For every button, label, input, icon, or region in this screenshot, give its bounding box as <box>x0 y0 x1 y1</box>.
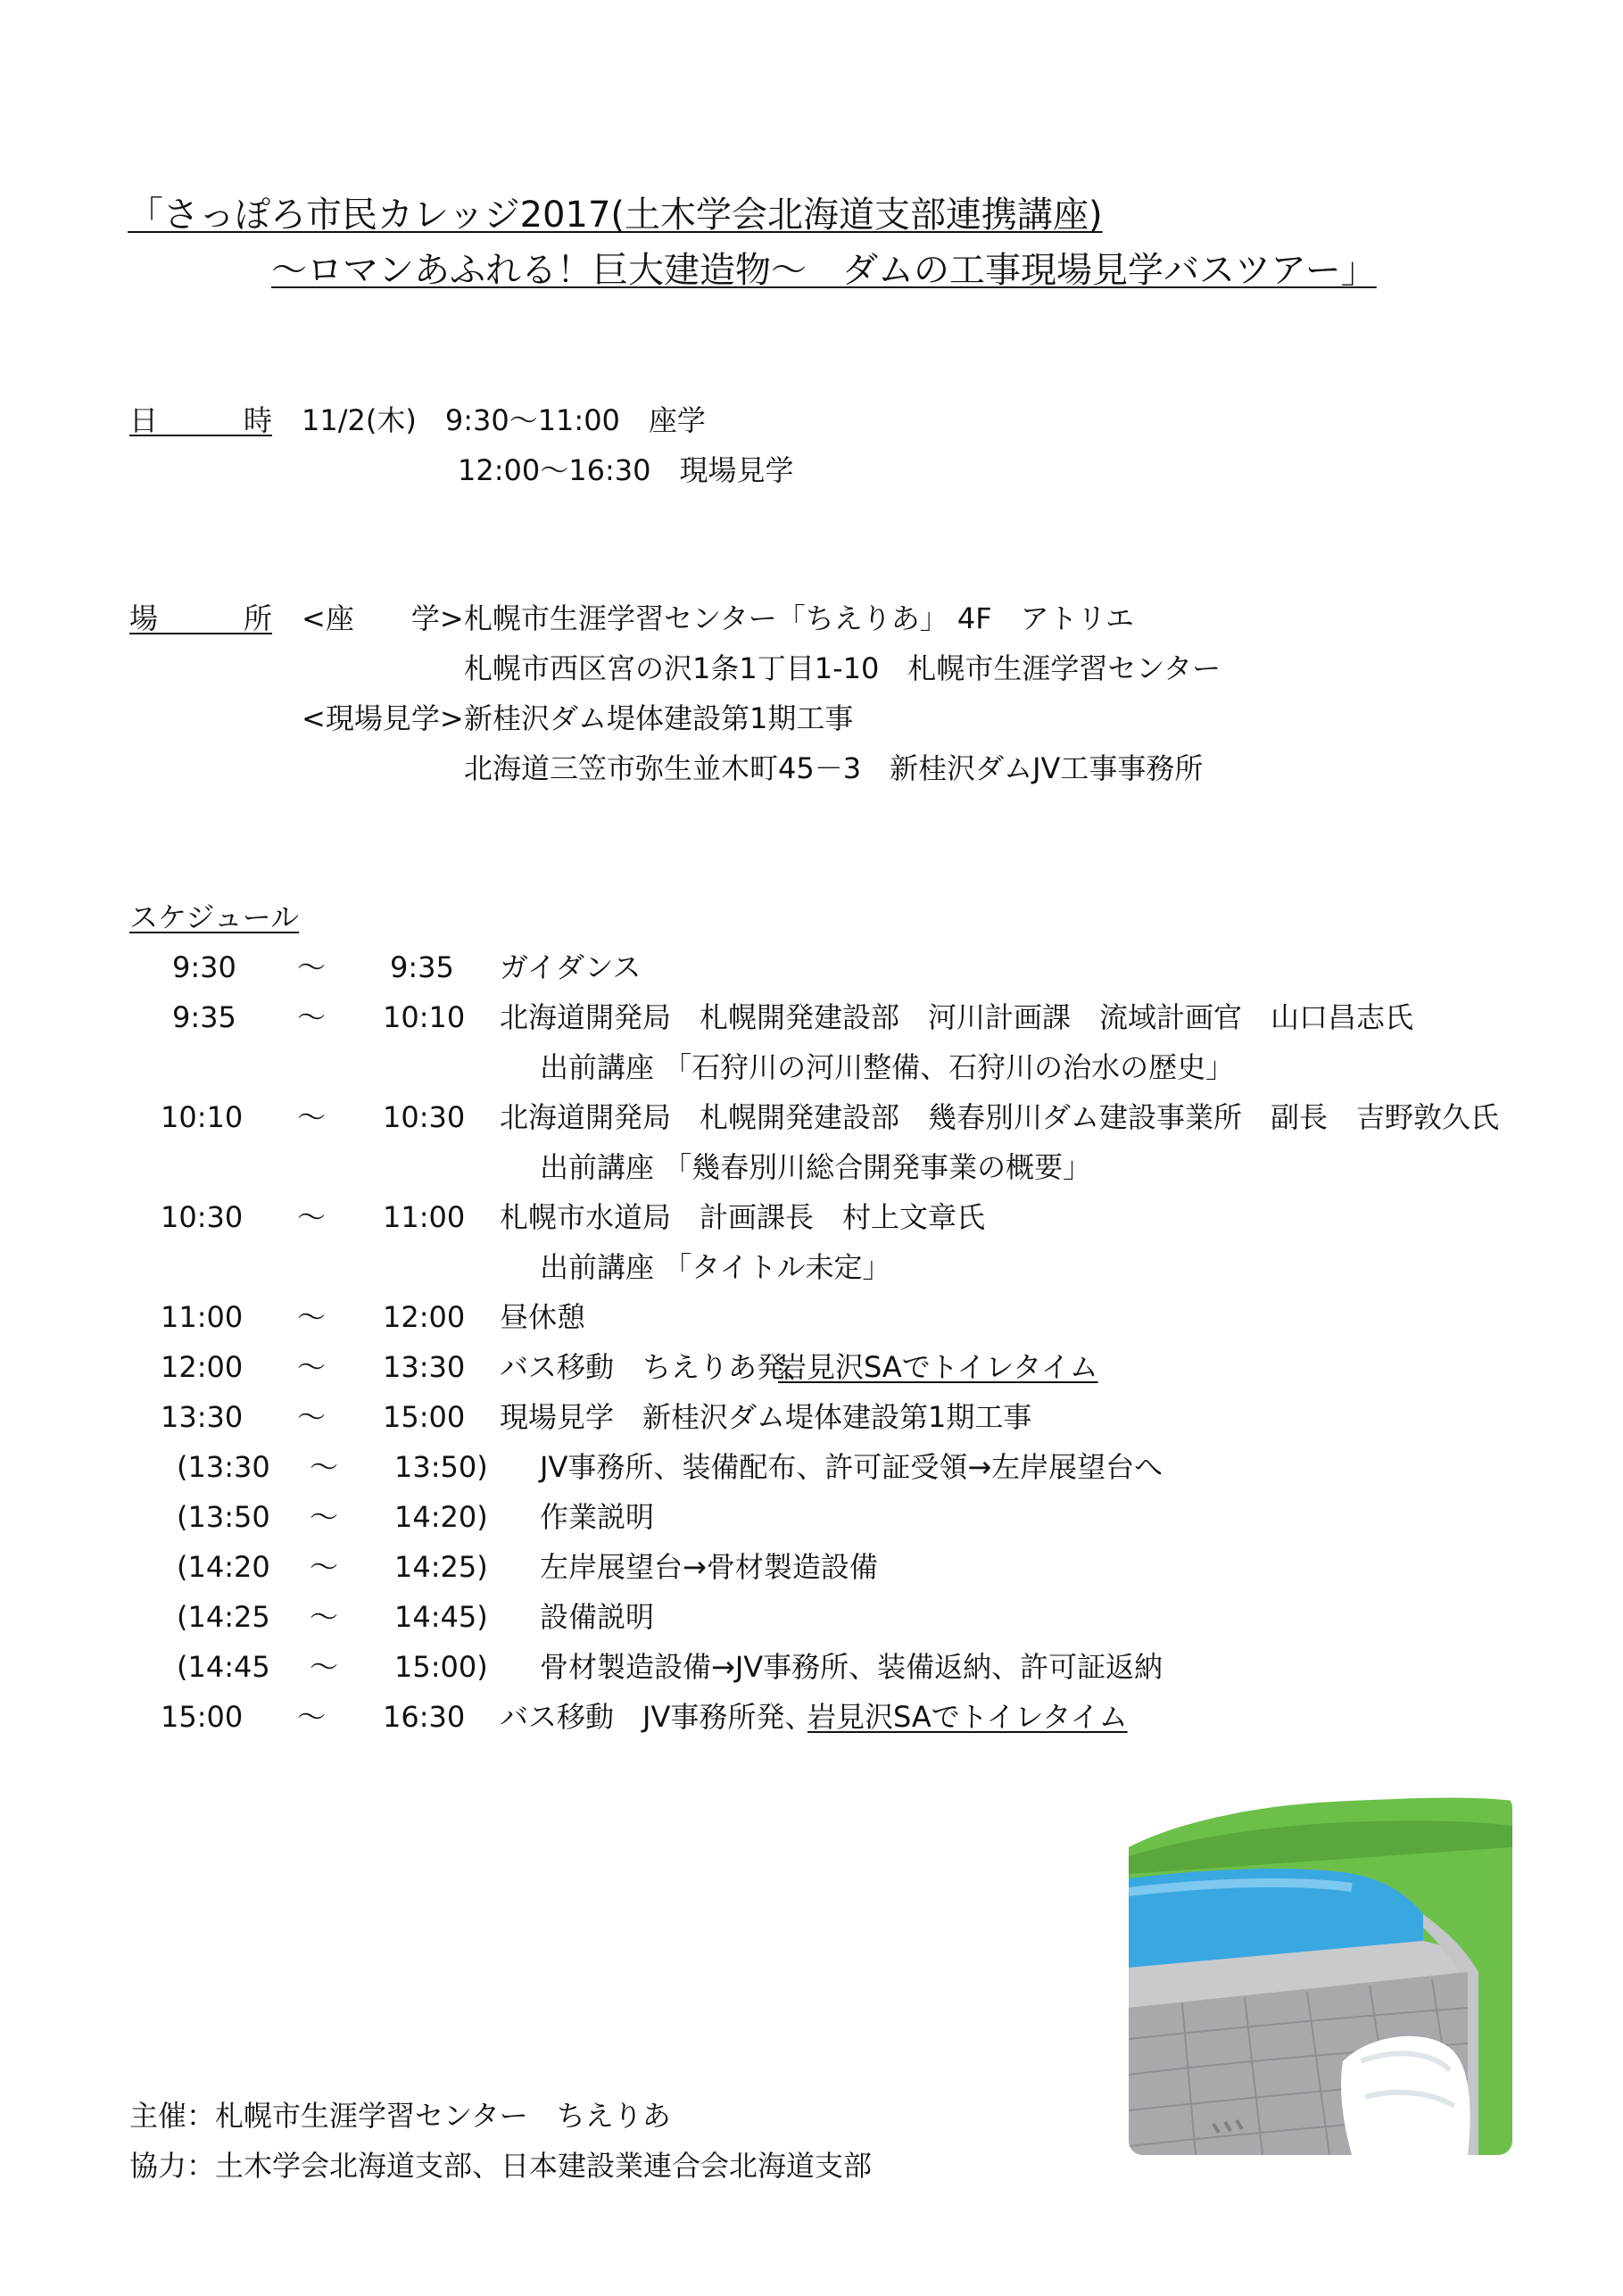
lecture-tag: <座 学> <box>302 601 464 635</box>
tilde: ～ <box>297 1000 327 1034</box>
lecture-address: 札幌市西区宮の沢1条1丁目1-10 札幌市生涯学習センター <box>464 651 1221 685</box>
tilde: ～ <box>297 1400 327 1434</box>
organizer: 主催：札幌市生涯学習センター ちえりあ <box>129 2099 671 2133</box>
end-time: 14:25) <box>394 1550 488 1584</box>
title-line-1: 「さっぽろ市民カレッジ2017(土木学会北海道支部連携講座) <box>128 195 1103 236</box>
description: バス移動 JV事務所発、 <box>500 1700 814 1734</box>
description: ガイダンス <box>500 950 642 984</box>
description: 北海道開発局 札幌開発建設部 幾春別川ダム建設事業所 副長 吉野敦久氏 <box>500 1100 1500 1134</box>
site-name: 新桂沢ダム堤体建設第1期工事 <box>464 701 854 735</box>
site-address: 北海道三笠市弥生並木町45－3 新桂沢ダムJV工事事務所 <box>464 751 1204 785</box>
tilde: ～ <box>310 1500 339 1534</box>
lecture-note: 出前講座 「幾春別川総合開発事業の概要」 <box>540 1150 1092 1184</box>
tilde: ～ <box>297 1700 327 1734</box>
datetime-line-2: 12:00～16:30 現場見学 <box>458 453 794 487</box>
start-time: 13:30 <box>161 1400 244 1434</box>
end-time: 16:30 <box>383 1700 466 1734</box>
description: 札幌市水道局 計画課長 村上文章氏 <box>500 1200 986 1234</box>
tilde: ～ <box>297 950 327 984</box>
tilde: ～ <box>297 1350 327 1384</box>
site-tag: <現場見学> <box>302 701 464 735</box>
end-time: 13:50) <box>394 1450 488 1484</box>
tilde: ～ <box>310 1650 339 1684</box>
title-line-2: ～ロマンあふれる！巨大建造物～ ダムの工事現場見学バスツアー」 <box>271 250 1377 291</box>
end-time: 13:30 <box>383 1350 466 1384</box>
description: バス移動 ちえりあ発、 <box>500 1350 815 1384</box>
tilde: ～ <box>297 1300 327 1334</box>
end-time: 10:10 <box>383 1000 466 1034</box>
end-time: 15:00) <box>394 1650 488 1684</box>
start-time: 15:00 <box>161 1700 244 1734</box>
start-time: 10:10 <box>161 1100 244 1134</box>
start-time: (13:50 <box>177 1500 270 1534</box>
start-time: (14:20 <box>177 1550 270 1584</box>
description: 昼休憩 <box>500 1300 586 1334</box>
start-time: 10:30 <box>161 1200 244 1234</box>
start-time: 11:00 <box>161 1300 244 1334</box>
toilet-stop-note: 岩見沢SAでトイレタイム <box>807 1700 1128 1734</box>
tilde: ～ <box>310 1600 339 1634</box>
tilde: ～ <box>297 1200 327 1234</box>
datetime-line-1: 11/2(木) 9:30～11:00 座学 <box>302 403 706 437</box>
start-time: (13:30 <box>177 1450 270 1484</box>
description: 作業説明 <box>540 1500 655 1534</box>
toilet-stop-note: 岩見沢SAでトイレタイム <box>778 1350 1098 1384</box>
description: 現場見学 新桂沢ダム堤体建設第1期工事 <box>500 1400 1032 1434</box>
start-time: 9:35 <box>172 1000 236 1034</box>
description: 北海道開発局 札幌開発建設部 河川計画課 流域計画官 山口昌志氏 <box>500 1000 1414 1034</box>
start-time: (14:45 <box>177 1650 270 1684</box>
place-label: 場 所 <box>129 601 273 635</box>
lecture-note: 出前講座 「タイトル未定」 <box>540 1250 891 1284</box>
start-time: 9:30 <box>172 950 236 984</box>
end-time: 9:35 <box>390 950 454 984</box>
cooperation: 協力：土木学会北海道支部、日本建設業連合会北海道支部 <box>129 2149 873 2183</box>
dam-illustration-icon <box>1129 1794 1512 2155</box>
end-time: 12:00 <box>383 1300 466 1334</box>
end-time: 11:00 <box>383 1200 466 1234</box>
end-time: 14:20) <box>394 1500 488 1534</box>
description: 設備説明 <box>540 1600 655 1634</box>
start-time: (14:25 <box>177 1600 270 1634</box>
description: JV事務所、装備配布、許可証受領→左岸展望台へ <box>540 1450 1163 1484</box>
tilde: ～ <box>297 1100 327 1134</box>
tilde: ～ <box>310 1550 339 1584</box>
end-time: 10:30 <box>383 1100 466 1134</box>
lecture-venue: 札幌市生涯学習センター「ちえりあ」 4F アトリエ <box>464 601 1135 635</box>
description: 左岸展望台→骨材製造設備 <box>540 1550 878 1584</box>
schedule-heading: スケジュール <box>129 900 300 934</box>
tilde: ～ <box>310 1450 339 1484</box>
description: 骨材製造設備→JV事務所、装備返納、許可証返納 <box>540 1650 1163 1684</box>
datetime-label: 日 時 <box>129 403 273 437</box>
start-time: 12:00 <box>161 1350 244 1384</box>
lecture-note: 出前講座 「石狩川の河川整備、石狩川の治水の歴史」 <box>540 1050 1235 1084</box>
end-time: 15:00 <box>383 1400 466 1434</box>
end-time: 14:45) <box>394 1600 488 1634</box>
